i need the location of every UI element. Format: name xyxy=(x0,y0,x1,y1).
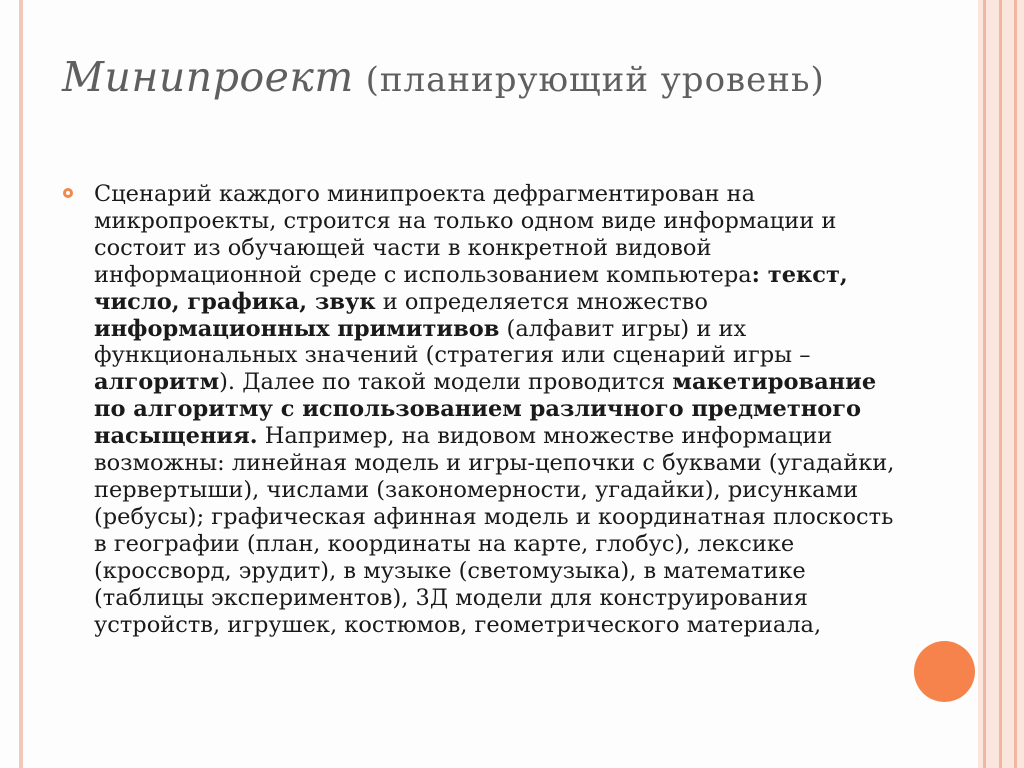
bullet-paragraph xyxy=(94,181,904,638)
right-frame-line xyxy=(999,0,1002,768)
left-frame-line xyxy=(19,0,23,768)
text-part: (алфавит игры) и их функциональных значений (стратегия или сценарий игры – xyxy=(94,315,811,369)
text-part: ). Далее по такой модели проводится xyxy=(219,369,673,396)
text-bold: макетирование по алгоритму с использованием различного предметного насыщения. xyxy=(94,369,877,450)
right-frame-line xyxy=(983,0,986,768)
text-bold: : текст, число, графика, звук xyxy=(94,261,848,315)
right-frame-line xyxy=(1014,0,1017,768)
decorative-orange-circle xyxy=(914,641,975,702)
bullet-circle-icon xyxy=(63,188,73,198)
text-part: и определяется множество xyxy=(375,288,708,315)
title-subtitle: (планирующий уровень) xyxy=(353,60,825,100)
text-part: Например, на видовом множестве информации возможны: линейная модель и игры-цепочки с буквами (угадайки, первертыши), числами (закономерности, угадайки), рисунками (ребусы); графическая афинная модель и координатная плоскость в географии (план, координаты на карте, глобус), лексике (кроссворд, эрудит), в музыке (светомузыка), в математике (таблицы экспериментов), 3Д модели для конструирования устройств, игрушек, костюмов, геометрического материала, xyxy=(94,423,895,638)
title-main: Минипроект xyxy=(62,53,354,101)
slide-title xyxy=(62,50,882,107)
text-part: Сценарий каждого минипроекта дефрагментирован на микропроекты, строится на только одном виде информации и состоит из обучающей части в конкретной видовой информационной среде с использованием компьютера xyxy=(94,181,837,288)
text-bold: информационных примитивов xyxy=(94,315,500,342)
text-bold: алгоритм xyxy=(94,369,220,396)
